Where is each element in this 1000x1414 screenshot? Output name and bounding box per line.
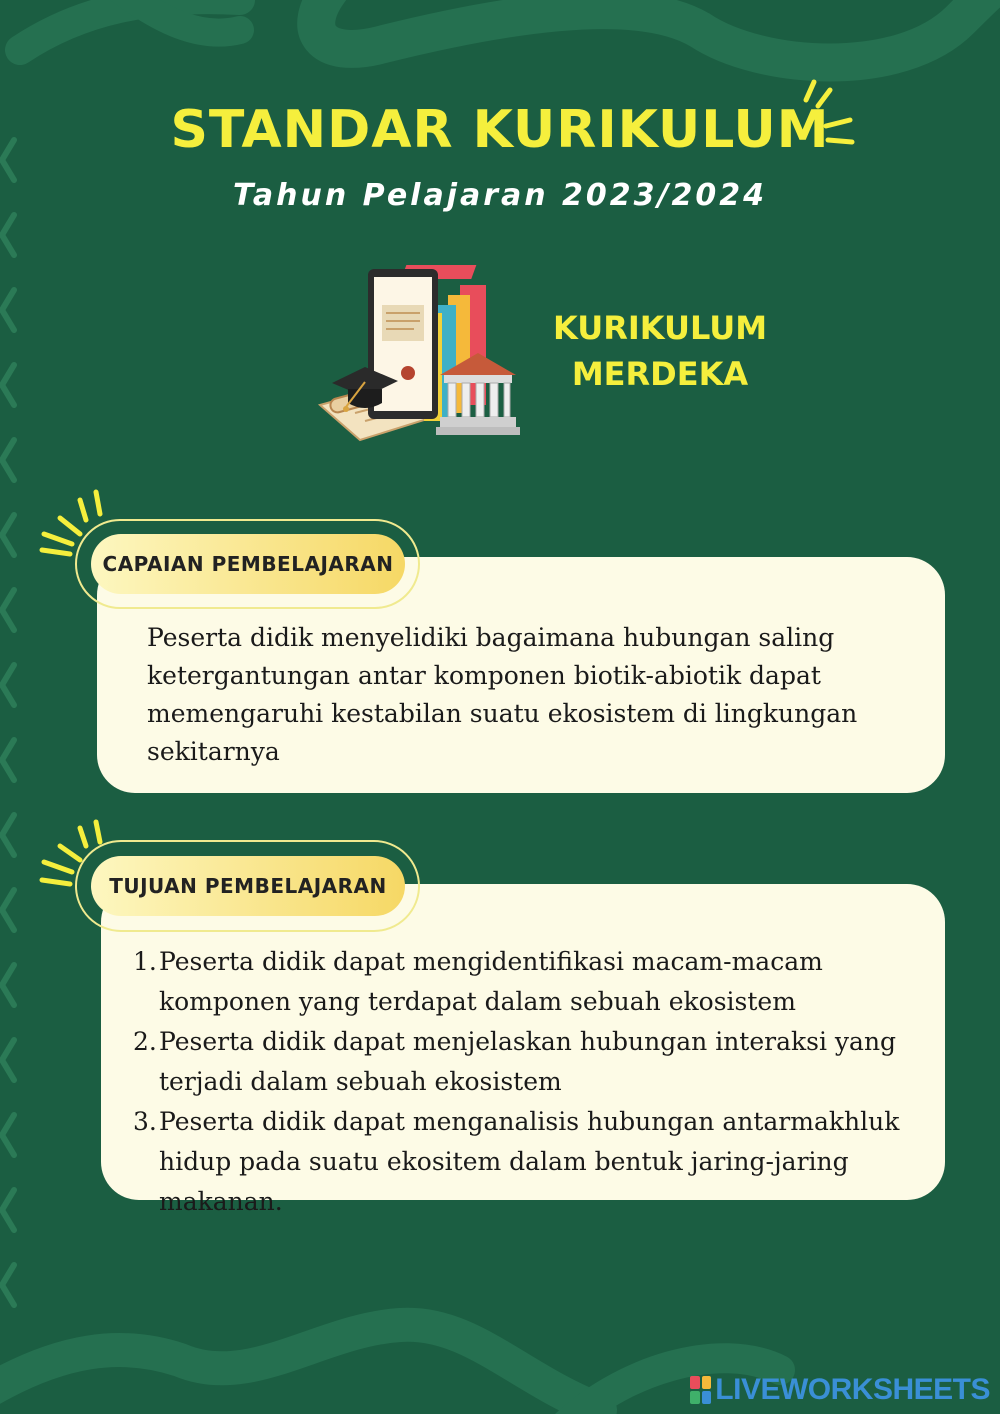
learning-goal-number: 1. [133, 947, 157, 976]
curriculum-name [530, 305, 790, 397]
liveworksheets-logo-icon [690, 1376, 711, 1404]
curriculum-line-1: KURIKULUM [552, 309, 768, 347]
learning-goal-number: 2. [133, 1027, 157, 1056]
watermark-text: LIVEWORKSHEETS [715, 1373, 990, 1406]
learning-goal-number: 3. [133, 1107, 157, 1136]
learning-goal-item [133, 1102, 913, 1222]
curriculum-line-2: MERDEKA [571, 355, 749, 393]
page-subtitle: Tahun Pelajaran 2023/2024 [232, 178, 768, 213]
books-diploma-illustration-icon [310, 255, 540, 445]
learning-goal-text: Peserta didik dapat menjelaskan hubungan interaksi yang terjadi dalam sebuah ekosistem [159, 1027, 897, 1096]
learning-outcomes-text: Peserta didik menyelidiki bagaimana hubungan saling ketergantungan antar komponen biotik-abiotik dapat memengaruhi kestabilan suatu ekosistem di lingkungan sekitarnya [147, 623, 858, 766]
learning-outcomes-label: CAPAIAN PEMBELAJARAN [91, 534, 405, 594]
page-title: STANDAR KURIKULUM [170, 100, 830, 160]
liveworksheets-watermark [690, 1372, 990, 1408]
learning-goals-list [133, 942, 913, 1222]
learning-goal-text: Peserta didik dapat menganalisis hubungan antarmakhluk hidup pada suatu ekositem dalam bentuk jaring-jaring makanan. [159, 1107, 900, 1216]
learning-goal-item [133, 1022, 913, 1102]
learning-goal-item [133, 942, 913, 1022]
learning-goal-text: Peserta didik dapat mengidentifikasi macam-macam komponen yang terdapat dalam sebuah ekosistem [159, 947, 823, 1016]
learning-goals-label: TUJUAN PEMBELAJARAN [91, 856, 405, 916]
